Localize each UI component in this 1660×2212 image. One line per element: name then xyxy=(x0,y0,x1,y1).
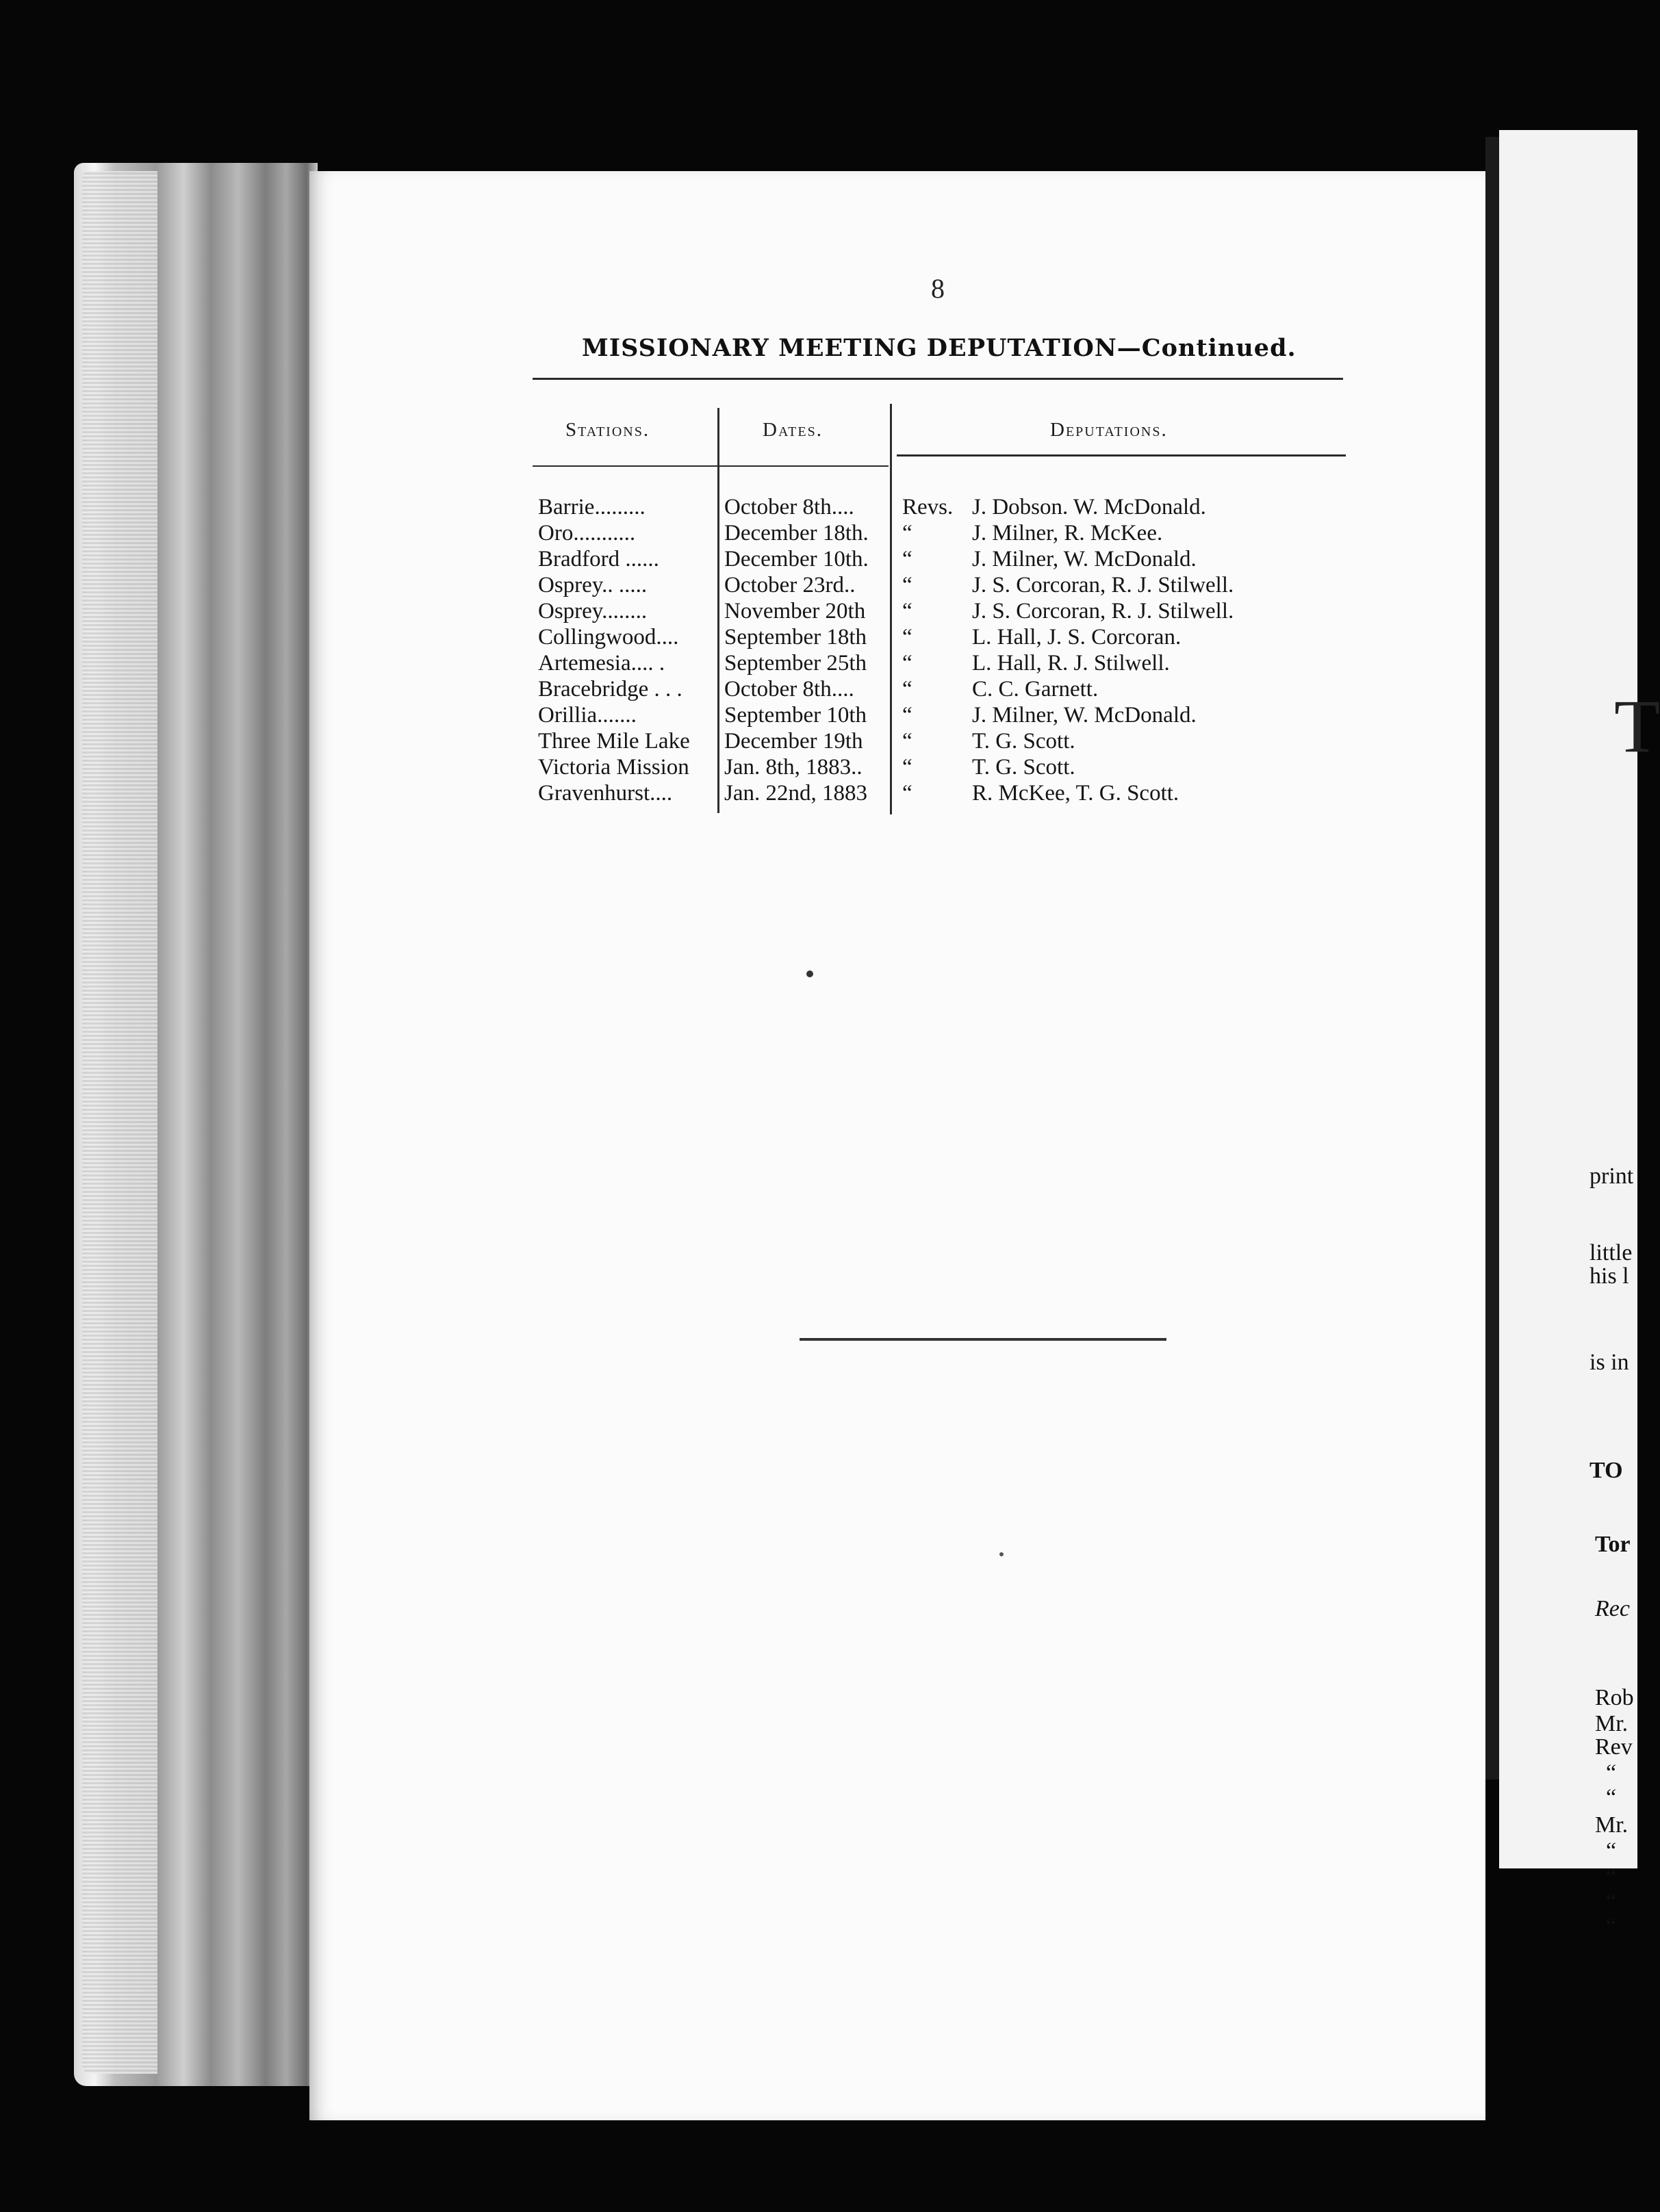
station-cell: Artemesia.... . xyxy=(538,651,665,676)
column-header-dates: Dates. xyxy=(763,419,823,441)
deputation-cell: J. S. Corcoran, R. J. Stilwell. xyxy=(972,599,1234,623)
table-row xyxy=(0,728,1637,754)
right-page-fragment: print xyxy=(1589,1163,1634,1189)
right-page-fragment: “ xyxy=(1606,1889,1617,1914)
prefix-cell: “ xyxy=(902,573,912,597)
book-cover-cloth xyxy=(82,171,157,2074)
right-page-fragment: little xyxy=(1589,1240,1633,1265)
column-header-stations: Stations. xyxy=(565,419,650,441)
station-cell: Three Mile Lake xyxy=(538,729,690,754)
table-row xyxy=(0,624,1637,650)
prefix-cell: “ xyxy=(902,677,912,702)
date-cell: September 25th xyxy=(724,651,867,676)
station-cell: Bracebridge . . . xyxy=(538,677,682,702)
right-page-fragment: TO xyxy=(1589,1458,1623,1483)
book-gutter xyxy=(1485,137,1499,1779)
date-cell: October 8th.... xyxy=(724,677,854,702)
right-page-fragment: “ xyxy=(1606,1760,1617,1786)
station-cell: Barrie......... xyxy=(538,495,646,519)
right-page-fragment: is in xyxy=(1589,1350,1629,1375)
page-title: MISSIONARY MEETING DEPUTATION—Continued. xyxy=(582,334,1297,362)
date-cell: October 8th.... xyxy=(724,495,854,519)
deputation-cell: T. G. Scott. xyxy=(972,755,1075,780)
right-page-fragment: “ xyxy=(1606,1914,1617,1939)
prefix-cell: Revs. xyxy=(902,495,954,519)
deputation-cell: T. G. Scott. xyxy=(972,729,1075,754)
table-row xyxy=(0,546,1637,572)
deputation-cell: C. C. Garnett. xyxy=(972,677,1099,702)
column-header-deputations: Deputations. xyxy=(1050,419,1168,441)
right-page-fragment: his l xyxy=(1589,1263,1629,1289)
table-row xyxy=(0,650,1637,676)
right-page-drop-letter: T xyxy=(1614,684,1660,768)
station-cell: Osprey........ xyxy=(538,599,648,623)
station-cell: Orillia....... xyxy=(538,703,637,728)
section-divider-rule xyxy=(800,1338,1166,1341)
deputation-cell: J. Milner, W. McDonald. xyxy=(972,703,1197,728)
table-row xyxy=(0,754,1637,780)
date-cell: September 18th xyxy=(724,625,867,650)
deputation-cell: J. S. Corcoran, R. J. Stilwell. xyxy=(972,573,1234,597)
prefix-cell: “ xyxy=(902,703,912,728)
ink-speck xyxy=(806,970,813,977)
station-cell: Osprey.. ..... xyxy=(538,573,648,597)
deputation-cell: J. Milner, W. McDonald. xyxy=(972,547,1197,571)
date-cell: December 18th. xyxy=(724,521,869,545)
title-rule xyxy=(533,378,1343,380)
prefix-cell: “ xyxy=(902,521,912,545)
table-row xyxy=(0,676,1637,702)
prefix-cell: “ xyxy=(902,547,912,571)
station-cell: Victoria Mission xyxy=(538,755,689,780)
date-cell: September 10th xyxy=(724,703,867,728)
right-page-fragment: Mr. xyxy=(1595,1812,1629,1838)
prefix-cell: “ xyxy=(902,729,912,754)
right-page-fragment: Mr. xyxy=(1595,1711,1629,1736)
deputation-cell: L. Hall, R. J. Stilwell. xyxy=(972,651,1170,676)
ink-speck xyxy=(999,1552,1004,1556)
station-cell: Collingwood.... xyxy=(538,625,679,650)
table-row xyxy=(0,572,1637,598)
deputation-cell: J. Milner, R. McKee. xyxy=(972,521,1163,545)
table-row xyxy=(0,780,1637,806)
table-row xyxy=(0,494,1637,520)
prefix-cell: “ xyxy=(902,651,912,676)
header-rule-right xyxy=(897,454,1346,456)
right-page-fragment: “ xyxy=(1606,1785,1617,1810)
right-page-fragment: Rec xyxy=(1595,1596,1630,1621)
date-cell: December 10th. xyxy=(724,547,869,571)
prefix-cell: “ xyxy=(902,755,912,780)
prefix-cell: “ xyxy=(902,781,912,806)
table-row xyxy=(0,598,1637,624)
right-page-fragment: “ xyxy=(1606,1838,1617,1864)
station-cell: Gravenhurst.... xyxy=(538,781,673,806)
deputation-cell: R. McKee, T. G. Scott. xyxy=(972,781,1179,806)
table-row xyxy=(0,520,1637,546)
page-number: 8 xyxy=(931,273,945,304)
date-cell: October 23rd.. xyxy=(724,573,856,597)
prefix-cell: “ xyxy=(902,599,912,623)
date-cell: December 19th xyxy=(724,729,863,754)
date-cell: Jan. 8th, 1883.. xyxy=(724,755,863,780)
left-page xyxy=(309,171,1485,2120)
prefix-cell: “ xyxy=(902,625,912,650)
station-cell: Bradford ...... xyxy=(538,547,659,571)
date-cell: Jan. 22nd, 1883 xyxy=(724,781,867,806)
right-page-fragment: “ xyxy=(1606,1864,1617,1890)
right-page-fragment: Rev xyxy=(1595,1734,1633,1760)
right-page-fragment: Rob xyxy=(1595,1685,1634,1710)
deputation-cell: L. Hall, J. S. Corcoran. xyxy=(972,625,1182,650)
date-cell: November 20th xyxy=(724,599,866,623)
right-page-fragment: Tor xyxy=(1595,1532,1631,1557)
deputation-cell: J. Dobson. W. McDonald. xyxy=(972,495,1206,519)
station-cell: Oro........... xyxy=(538,521,636,545)
header-rule-left xyxy=(533,465,889,467)
table-row xyxy=(0,702,1637,728)
